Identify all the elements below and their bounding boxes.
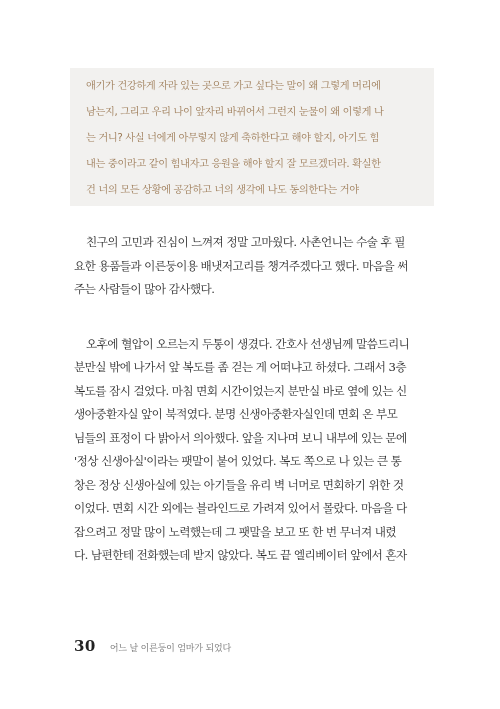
quote-line-1: 애기가 건강하게 자라 있는 곳으로 가고 싶다는 말이 왜 그렇게 머리에	[86, 81, 381, 92]
paragraph-2-line-10: 다. 남편한테 전화했는데 받지 않았다. 복도 끝 엘리베이터 앞에서 혼자	[74, 548, 407, 562]
paragraph-2-line-4: 생아중환자실 앞이 북적였다. 분명 신생아중환자실인데 면회 온 부모	[74, 407, 398, 421]
paragraph-2-line-3: 복도를 잠시 걸었다. 마침 면회 시간이었는지 분만실 바로 옆에 있는 신	[74, 383, 407, 398]
paragraph-2-line-8: 이었다. 면회 시간 외에는 블라인드로 가려져 있어서 몰랐다. 마음을 다	[74, 501, 407, 515]
running-title: 어느 날 이른둥이 엄마가 되었다	[109, 644, 231, 654]
page-footer	[74, 637, 231, 655]
paragraph-2	[74, 333, 434, 568]
body-text	[74, 231, 434, 568]
paragraph-2-line-5: 님들의 표정이 다 밝아서 의아했다. 앞을 지나며 보니 내부에 있는 문에	[74, 430, 407, 445]
quote-line-2: 남는지, 그리고 우리 나이 앞자리 바뀌어서 그런지 눈물이 왜 이렇게 나	[86, 107, 384, 118]
paragraph-2-line-2: 분만실 밖에 나가서 앞 복도를 좀 걷는 게 어떠냐고 하셨다. 그래서 3층	[74, 360, 406, 374]
paragraph-2-line-9: 잡으려고 정말 많이 노력했는데 그 팻말을 보고 또 한 번 무너져 내렸	[74, 524, 397, 539]
paragraph-2-line-1: 오후에 혈압이 오르는지 두통이 생겼다. 간호사 선생님께 말씀드리니	[86, 336, 410, 351]
paragraph-1-line-2: 요한 용품들과 이른둥이용 배냇저고리를 챙겨주겠다고 했다. 마음을 써	[74, 258, 408, 273]
paragraph-1	[74, 231, 434, 302]
quote-line-5: 건 너의 모든 상황에 공감하고 너의 생각에 나도 동의한다는 거야	[86, 185, 359, 196]
quote-line-3: 는 거니? 사실 너에게 아무렇지 않게 축하한다고 해야 할지, 아기도 힘	[86, 133, 380, 144]
paragraph-1-line-1: 친구의 고민과 진심이 느껴져 정말 고마웠다. 사촌언니는 수술 후 필	[86, 235, 405, 249]
page-number: 30	[74, 637, 96, 655]
paragraph-1-line-3: 주는 사람들이 많아 감사했다.	[74, 282, 215, 296]
paragraph-2-line-6: '정상 신생아실'이라는 팻말이 붙어 있었다. 복도 쪽으로 나 있는 큰 통	[74, 454, 402, 468]
quote-line-4: 내는 중이라고 같이 힘내자고 응원을 해야 할지 잘 모르겠더라. 확실한	[86, 159, 381, 170]
quote-box	[70, 68, 434, 206]
paragraph-2-line-7: 창은 정상 신생아실에 있는 아기들을 유리 벽 너머로 면회하기 위한 것	[74, 477, 404, 492]
